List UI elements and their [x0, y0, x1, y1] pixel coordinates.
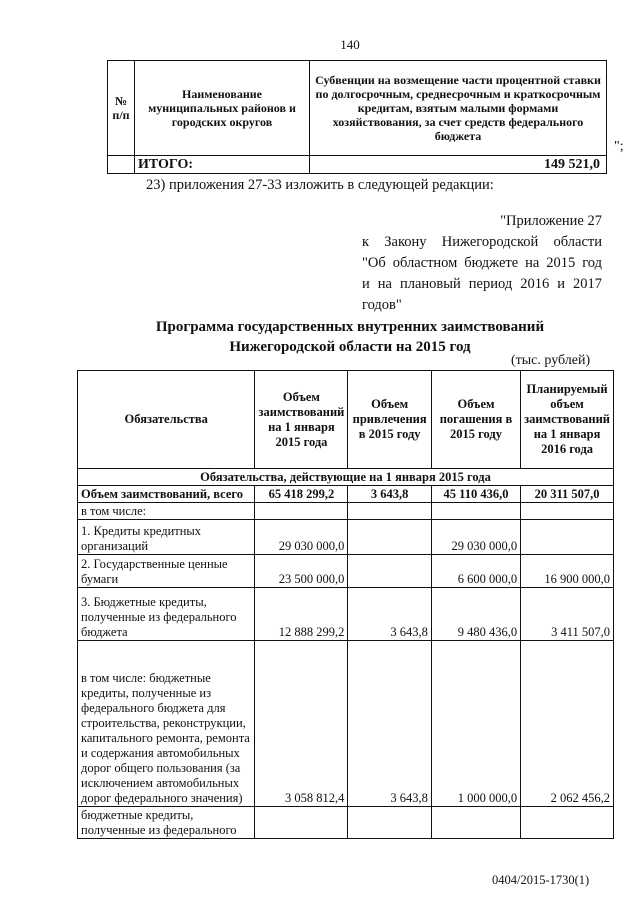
header-planned: Планируемый объем заимствований на 1 января 2016 года — [521, 371, 614, 469]
appendix-line-4: и на плановый период 2016 и 2017 — [362, 276, 602, 292]
row-volume-start: 23 500 000,0 — [255, 555, 348, 588]
section-row — [78, 469, 614, 486]
title-line-1: Программа государственных внутренних заимствований — [155, 319, 545, 335]
title-line-2: Нижегородской области на 2015 год — [229, 339, 471, 355]
row-planned: 3 411 507,0 — [521, 588, 614, 641]
appendix-line-1: "Приложение 27 — [500, 213, 602, 229]
appendix-heading — [362, 211, 602, 316]
appendix-line-5: годов" — [362, 297, 402, 313]
table-row — [78, 520, 614, 555]
table-row — [78, 807, 614, 839]
document-title — [0, 317, 640, 357]
total-num-cell — [108, 156, 135, 174]
table-row — [78, 486, 614, 503]
row-repay — [431, 503, 520, 520]
table-row — [78, 641, 614, 807]
row-label: в том числе: — [78, 503, 255, 520]
borrowing-program-table — [77, 370, 614, 839]
appendix-line-2: к Закону Нижегородской области — [362, 234, 602, 250]
row-raise: 3 643,8 — [348, 486, 432, 503]
table-row — [78, 588, 614, 641]
row-raise — [348, 555, 432, 588]
row-planned — [521, 520, 614, 555]
row-label: 3. Бюджетные кредиты, полученные из федерального бюджета — [78, 588, 255, 641]
amendment-paragraph: 23) приложения 27-33 изложить в следующей редакции: — [146, 177, 494, 193]
appendix-line-3: "Об областном бюджете на 2015 год — [362, 255, 602, 271]
row-label: в том числе: бюджетные кредиты, полученные из федерального бюджета для строительства, реконструкции, капитального ремонта, ремонта и содержания автомобильных дорог общего пользования (за исключением автомобильных дорог федерального значения) — [78, 641, 255, 807]
row-planned: 2 062 456,2 — [521, 641, 614, 807]
section-title: Обязательства, действующие на 1 января 2015 года — [78, 469, 614, 486]
row-label: Объем заимствований, всего — [78, 486, 255, 503]
header-volume-start: Объем заимствований на 1 января 2015 года — [255, 371, 348, 469]
row-volume-start: 65 418 299,2 — [255, 486, 348, 503]
row-volume-start: 3 058 812,4 — [255, 641, 348, 807]
row-repay: 45 110 436,0 — [431, 486, 520, 503]
document-code: 0404/2015-1730(1) — [492, 873, 590, 887]
row-volume-start — [255, 807, 348, 839]
row-planned — [521, 807, 614, 839]
header-repay: Объем погашения в 2015 году — [431, 371, 520, 469]
header-municipality: Наименование муниципальных районов и городских округов — [135, 61, 310, 156]
page-number: 140 — [340, 37, 360, 52]
row-repay: 6 600 000,0 — [431, 555, 520, 588]
row-raise — [348, 503, 432, 520]
header-subsidy: Субвенции на возмещение части процентной ставки по долгосрочным, среднесрочным и краткосрочным кредитам, взятым малыми формами хозяйствования, за счет средств федерального бюджета — [310, 61, 607, 156]
subsidy-table-header — [108, 61, 607, 156]
row-planned: 20 311 507,0 — [521, 486, 614, 503]
row-volume-start — [255, 503, 348, 520]
row-raise: 3 643,8 — [348, 641, 432, 807]
row-repay: 1 000 000,0 — [431, 641, 520, 807]
row-repay: 29 030 000,0 — [431, 520, 520, 555]
row-volume-start: 29 030 000,0 — [255, 520, 348, 555]
units-label: (тыс. рублей) — [511, 353, 591, 368]
row-raise — [348, 807, 432, 839]
header-raise: Объем привлечения в 2015 году — [348, 371, 432, 469]
row-label: 2. Государственные ценные бумаги — [78, 555, 255, 588]
main-table-header — [78, 371, 614, 469]
row-planned — [521, 503, 614, 520]
row-label: бюджетные кредиты, полученные из федерального — [78, 807, 255, 839]
header-obligations: Обязательства — [78, 371, 255, 469]
row-label: 1. Кредиты кредитных организаций — [78, 520, 255, 555]
total-row — [108, 156, 607, 174]
total-label: ИТОГО: — [135, 156, 310, 174]
closing-quote: "; — [614, 139, 624, 154]
total-value: 149 521,0 — [310, 156, 607, 174]
row-raise: 3 643,8 — [348, 588, 432, 641]
subsidy-table — [107, 60, 607, 174]
row-raise — [348, 520, 432, 555]
table-row — [78, 555, 614, 588]
table-row — [78, 503, 614, 520]
row-volume-start: 12 888 299,2 — [255, 588, 348, 641]
row-repay: 9 480 436,0 — [431, 588, 520, 641]
row-planned: 16 900 000,0 — [521, 555, 614, 588]
header-num: № п/п — [108, 61, 135, 156]
row-repay — [431, 807, 520, 839]
